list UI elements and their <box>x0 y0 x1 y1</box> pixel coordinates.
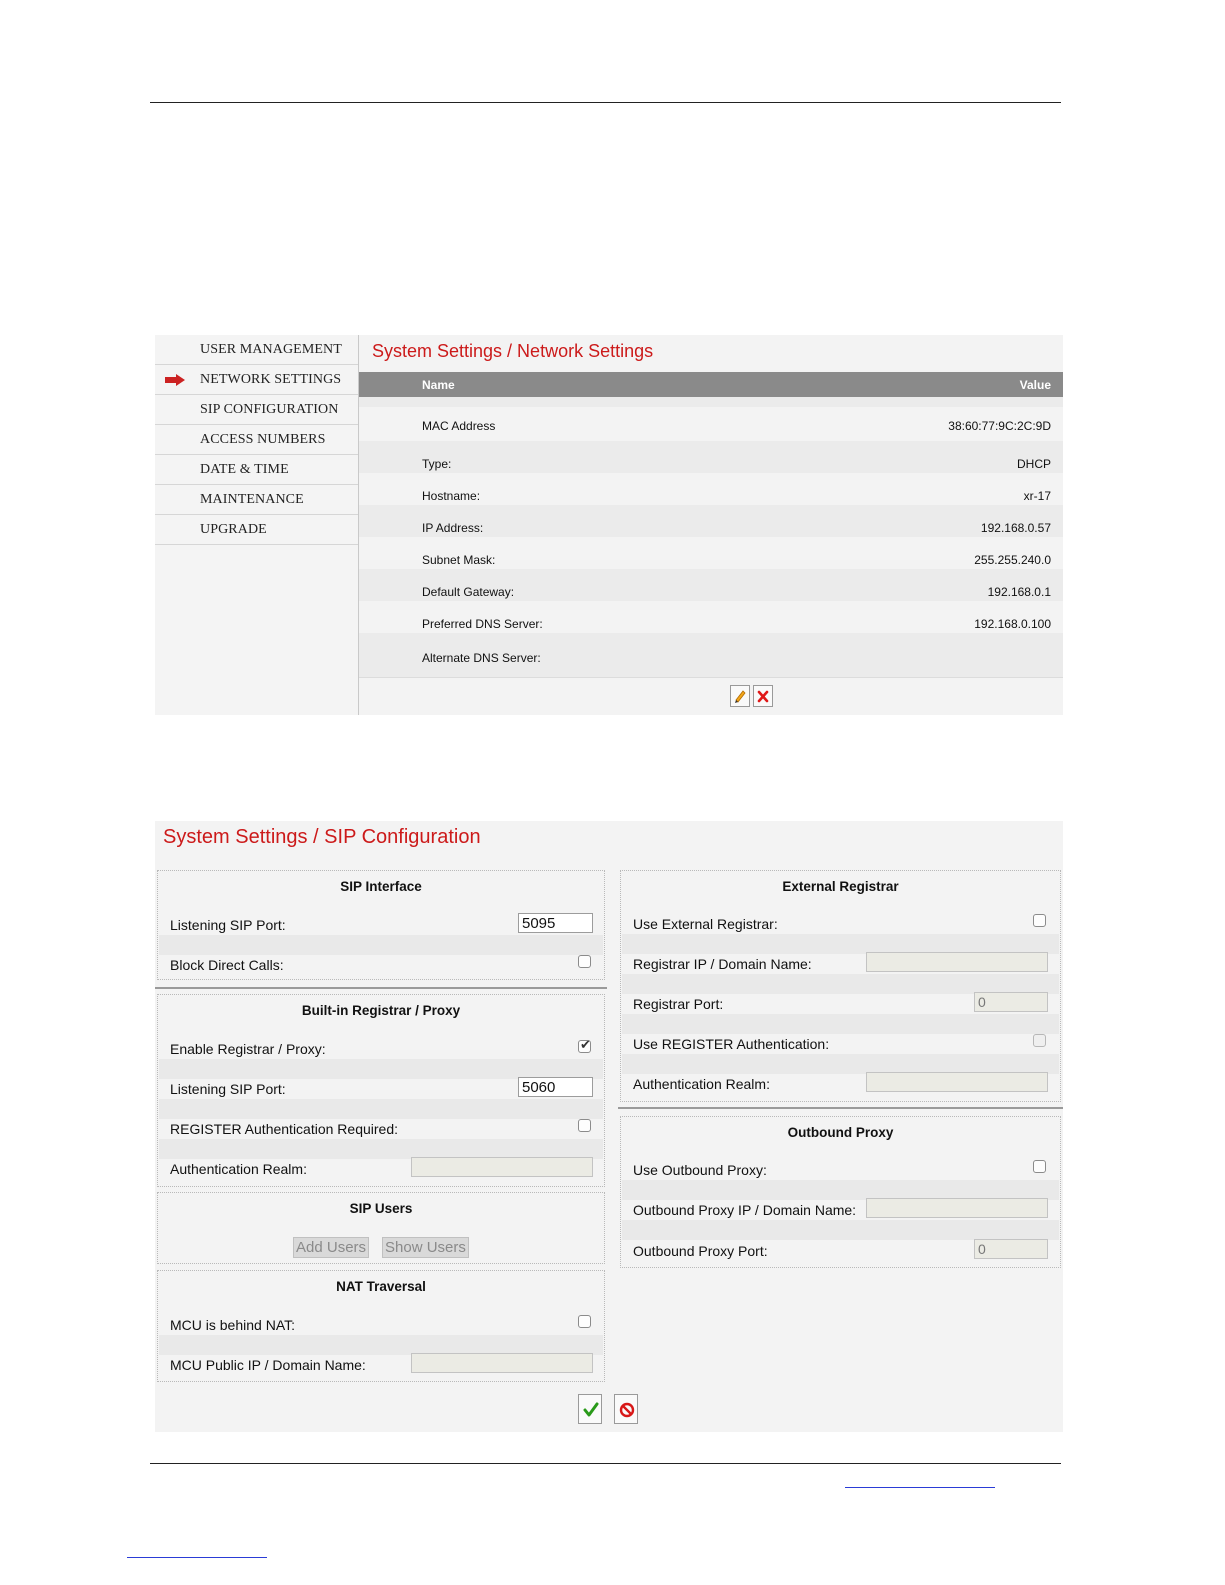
row-value: 38:60:77:9C:2C:9D <box>948 419 1051 433</box>
external-registrar-fieldset <box>620 870 1061 1102</box>
use-outbound-proxy-checkbox[interactable] <box>1033 1160 1046 1173</box>
sidebar-item-label: UPGRADE <box>200 522 267 537</box>
row-name: Preferred DNS Server: <box>422 617 543 631</box>
sidebar-item-sip-configuration[interactable] <box>155 395 358 425</box>
use-external-registrar-checkbox[interactable] <box>1033 914 1046 927</box>
table-row-preferred-dns <box>359 601 1063 633</box>
row-value: xr-17 <box>1023 489 1051 503</box>
builtin-registrar-fieldset <box>157 994 605 1187</box>
row-value: DHCP <box>1016 457 1051 471</box>
field-label: Block Direct Calls: <box>170 957 284 973</box>
nat-traversal-fieldset <box>157 1270 605 1382</box>
save-button[interactable] <box>578 1394 602 1424</box>
outbound-proxy-fieldset <box>620 1116 1061 1268</box>
row-name: Alternate DNS Server: <box>422 651 541 665</box>
divider <box>618 1107 1063 1109</box>
field-label: Authentication Realm: <box>170 1161 307 1177</box>
mcu-behind-nat-checkbox[interactable] <box>578 1315 591 1328</box>
table-header <box>359 372 1063 397</box>
table-row-subnet <box>359 537 1063 569</box>
field-row-background <box>622 1054 1059 1074</box>
sidebar-item-label: DATE & TIME <box>200 462 289 477</box>
fieldset-legend: NAT Traversal <box>336 1279 426 1294</box>
cancel-button[interactable] <box>614 1394 638 1424</box>
pencil-icon <box>733 689 747 704</box>
sip-interface-fieldset <box>157 870 605 980</box>
field-label: Use REGISTER Authentication: <box>633 1036 830 1052</box>
table-row-hostname <box>359 473 1063 505</box>
field-label: Registrar IP / Domain Name: <box>633 956 812 972</box>
row-value: 192.168.0.1 <box>987 585 1051 599</box>
sidebar-item-label: ACCESS NUMBERS <box>200 432 326 447</box>
enable-registrar-checkbox[interactable] <box>578 1037 591 1053</box>
network-settings-panel <box>155 335 1063 715</box>
field-row-background <box>622 1220 1059 1240</box>
sip-users-fieldset <box>157 1192 605 1264</box>
block-direct-calls-checkbox[interactable] <box>578 955 591 968</box>
sidebar-item-access-numbers[interactable] <box>155 425 358 455</box>
sidebar-item-label: USER MANAGEMENT <box>200 342 342 357</box>
settings-sidebar <box>155 335 359 715</box>
close-icon <box>756 689 770 704</box>
row-name: MAC Address <box>422 419 496 433</box>
field-label: Registrar Port: <box>633 996 724 1012</box>
row-value: 255.255.240.0 <box>974 553 1051 567</box>
registrar-ip-input[interactable] <box>866 952 1048 972</box>
table-row-mac <box>359 407 1063 441</box>
footer-link-underline[interactable] <box>845 1487 995 1488</box>
field-row-background <box>622 1180 1059 1200</box>
cancel-icon <box>619 1402 635 1418</box>
row-name: Hostname: <box>422 489 481 503</box>
network-content <box>359 335 1063 715</box>
field-row-background <box>159 1099 603 1119</box>
checkmark-icon: ✔ <box>580 1037 591 1052</box>
active-arrow-icon <box>165 374 185 386</box>
sidebar-item-label: NETWORK SETTINGS <box>200 372 342 387</box>
field-label: MCU is behind NAT: <box>170 1317 296 1333</box>
table-row <box>359 397 1063 407</box>
sidebar-item-date-time[interactable] <box>155 455 358 485</box>
field-row-background <box>159 1059 603 1079</box>
registrar-listening-port-input[interactable] <box>518 1077 593 1097</box>
field-row-background <box>622 934 1059 954</box>
field-label: Listening SIP Port: <box>170 1081 286 1097</box>
page-title: System Settings / Network Settings <box>372 341 654 361</box>
footer-rule <box>150 1463 1061 1464</box>
table-footer-rule <box>359 677 1063 678</box>
field-row-background <box>159 1139 603 1159</box>
field-row-background <box>159 935 603 955</box>
checkmark-icon <box>583 1402 599 1418</box>
field-label: Use External Registrar: <box>633 916 778 932</box>
field-label: MCU Public IP / Domain Name: <box>170 1357 366 1373</box>
column-header-value: Value <box>1019 378 1051 392</box>
table-row-gateway <box>359 569 1063 601</box>
listening-sip-port-input[interactable] <box>518 913 593 933</box>
sidebar-item-user-management[interactable] <box>155 335 358 365</box>
row-name: Type: <box>422 457 452 471</box>
table-row-type <box>359 441 1063 473</box>
show-users-button[interactable]: Show Users <box>382 1237 469 1258</box>
delete-button[interactable] <box>753 685 773 707</box>
page-link-underline[interactable] <box>127 1557 267 1558</box>
divider <box>155 987 607 989</box>
table-row-alternate-dns <box>359 633 1063 677</box>
sidebar-item-maintenance[interactable] <box>155 485 358 515</box>
row-value: 192.168.0.57 <box>980 521 1051 535</box>
row-name: Default Gateway: <box>422 585 515 599</box>
use-register-auth-checkbox[interactable] <box>1033 1034 1046 1047</box>
sidebar-item-upgrade[interactable] <box>155 515 358 545</box>
mcu-public-ip-input[interactable] <box>411 1353 593 1373</box>
outbound-proxy-port-input[interactable] <box>974 1239 1048 1259</box>
fieldset-legend: External Registrar <box>782 879 899 894</box>
row-value: 192.168.0.100 <box>974 617 1051 631</box>
register-auth-required-checkbox[interactable] <box>578 1119 591 1132</box>
network-actions <box>730 685 776 707</box>
edit-button[interactable] <box>730 685 750 707</box>
sidebar-item-label: MAINTENANCE <box>200 492 304 507</box>
fieldset-legend: SIP Interface <box>340 879 422 894</box>
add-users-button[interactable]: Add Users <box>293 1237 369 1258</box>
field-label: Listening SIP Port: <box>170 917 286 933</box>
fieldset-legend: Outbound Proxy <box>787 1125 894 1140</box>
row-name: Subnet Mask: <box>422 553 496 567</box>
field-row-background <box>622 1014 1059 1034</box>
fieldset-legend: SIP Users <box>349 1201 413 1216</box>
fieldset-legend: Built-in Registrar / Proxy <box>301 1003 461 1018</box>
page-title: System Settings / SIP Configuration <box>163 826 481 848</box>
field-label: Outbound Proxy Port: <box>633 1243 768 1259</box>
row-name: IP Address: <box>422 521 484 535</box>
field-row-background <box>622 974 1059 994</box>
outbound-proxy-ip-input[interactable] <box>866 1198 1048 1218</box>
field-label: Enable Registrar / Proxy: <box>170 1041 326 1057</box>
column-header-name: Name <box>422 378 455 392</box>
sip-configuration-panel <box>155 821 1063 1432</box>
sidebar-item-label: SIP CONFIGURATION <box>200 402 339 417</box>
field-row-background <box>159 1335 603 1355</box>
field-label: Use Outbound Proxy: <box>633 1162 767 1178</box>
external-auth-realm-input[interactable] <box>866 1072 1048 1092</box>
field-label: Outbound Proxy IP / Domain Name: <box>633 1202 857 1218</box>
sidebar-item-network-settings[interactable] <box>155 365 358 395</box>
sip-actions <box>578 1394 650 1424</box>
field-label: REGISTER Authentication Required: <box>170 1121 399 1137</box>
registrar-port-input[interactable] <box>974 992 1048 1012</box>
header-rule <box>150 102 1061 103</box>
field-label: Authentication Realm: <box>633 1076 770 1092</box>
table-row-ip <box>359 505 1063 537</box>
builtin-auth-realm-input[interactable] <box>411 1157 593 1177</box>
